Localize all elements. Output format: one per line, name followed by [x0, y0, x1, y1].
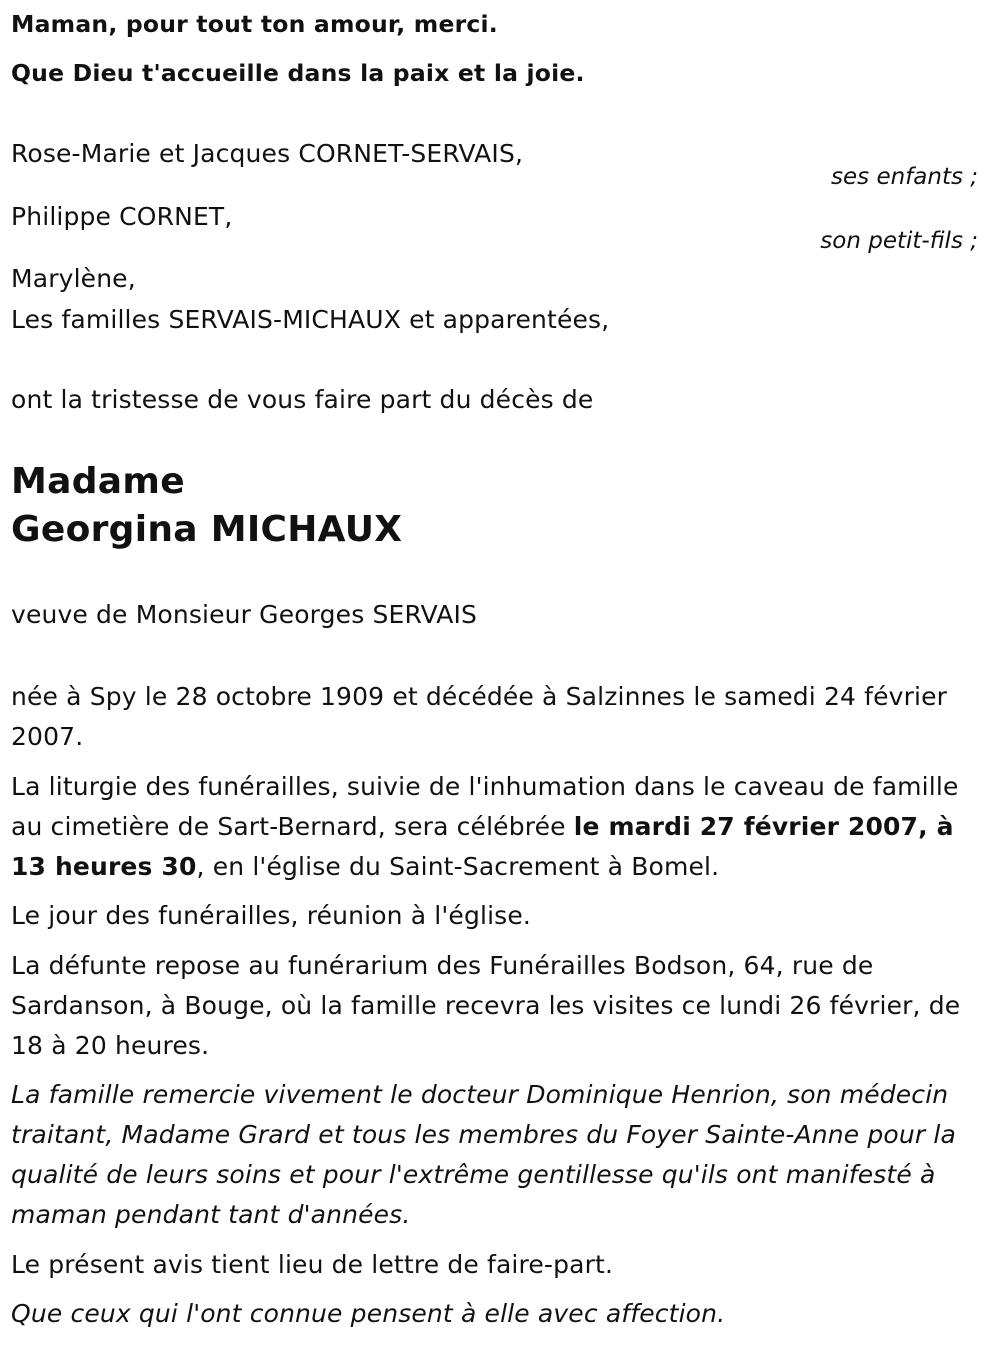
extended-families: Les familles SERVAIS-MICHAUX et apparentées,: [11, 305, 610, 334]
children-names: Rose-Marie et Jacques CORNET-SERVAIS,: [11, 139, 524, 168]
dedication-line-2: Que Dieu t'accueille dans la paix et la joie.: [11, 59, 585, 87]
funeral-text-after: , en l'église du Saint-Sacrement à Bomel.: [196, 852, 720, 881]
visitation-paragraph: La défunte repose au funérarium des Funérailles Bodson, 64, rue de Sardanson, à Bouge, où la famille recevra les visites ce lundi 26 février, de 18 à 20 heures.: [11, 951, 961, 1060]
meeting-paragraph: Le jour des funérailles, réunion à l'église.: [11, 901, 531, 930]
notice-paragraph: Le présent avis tient lieu de lettre de faire-part.: [11, 1250, 614, 1279]
family-member-marylene: Marylène,: [11, 264, 136, 293]
birth-death-paragraph: née à Spy le 28 octobre 1909 et décédée à Salzinnes le samedi 24 février 2007.: [11, 682, 948, 751]
announcement: ont la tristesse de vous faire part du décès de: [11, 385, 594, 414]
grandson-name: Philippe CORNET,: [11, 202, 233, 231]
deceased-name: Georgina MICHAUX: [11, 509, 403, 550]
grandson-role: son petit-fils ;: [820, 228, 978, 254]
children-role: ses enfants ;: [831, 164, 978, 190]
dedication-line-1: Maman, pour tout ton amour, merci.: [11, 10, 498, 38]
funeral-text-before: La liturgie des funérailles, suivie de l'inhumation dans le caveau de famille au cimetière de Sart-Bernard, sera célébrée: [11, 772, 959, 841]
funeral-paragraph: [11, 767, 991, 887]
deceased-title: Madame: [11, 461, 185, 502]
funeral-date-time: le mardi 27 février 2007, à 13 heures 30: [11, 812, 954, 881]
thanks-paragraph: La famille remercie vivement le docteur Dominique Henrion, son médecin traitant, Madame Grard et tous les membres du Foyer Sainte-Anne pour la qualité de leurs soins et pour l'extrême gentillesse qu'ils ont manifesté à maman pendant tant d'années.: [11, 1080, 956, 1229]
widow-of: veuve de Monsieur Georges SERVAIS: [11, 600, 478, 629]
closing-paragraph: Que ceux qui l'ont connue pensent à elle avec affection.: [11, 1299, 726, 1328]
